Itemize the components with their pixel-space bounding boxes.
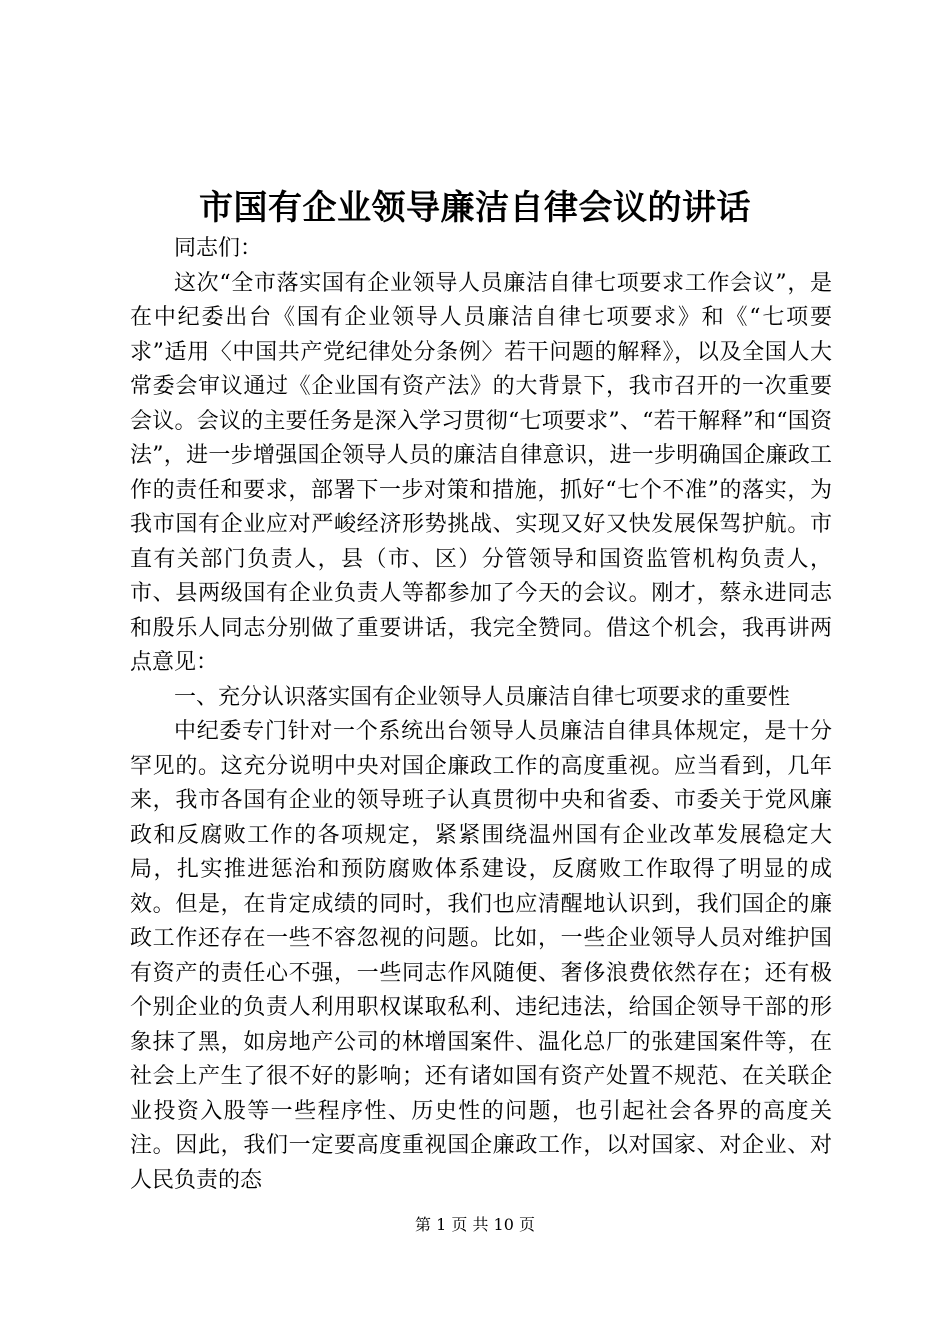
intro-paragraph: 这次“全市落实国有企业领导人员廉洁自律七项要求工作会议”，是在中纪委出台《国有企业领导人员廉洁自律七项要求》和《“七项要求”适用〈中国共产党纪律处分条例〉若干问题的解释》，以及全国人大常委会审议通过《企业国有资产法》的大背景下，我市召开的一次重要会议。会议的主要任务是深入学习贯彻“七项要求”、“若干解释”和“国资法”，进一步增强国企领导人员的廉洁自律意识，进一步明确国企廉政工作的责任和要求，部署下一步对策和措施，抓好“七个不准”的落实，为我市国有企业应对严峻经济形势挑战、实现又好又快发展保驾护航。市直有关部门负责人，县（市、区）分管领导和国资监管机构负责人，市、县两级国有企业负责人等都参加了今天的会议。刚才，蔡永进同志和殷乐人同志分别做了重要讲话，我完全赞同。借这个机会，我再讲两点意见： <box>130 270 832 675</box>
document-title: 市国有企业领导廉洁自律会议的讲话 <box>199 188 751 228</box>
salutation-paragraph: 同志们： <box>174 236 263 261</box>
body-paragraph: 中纪委专门针对一个系统出台领导人员廉洁自律具体规定，是十分罕见的。这充分说明中央对国企廉政工作的高度重视。应当看到，几年来，我市各国有企业的领导班子认真贯彻中央和省委、市委关于党风廉政和反腐败工作的各项规定，紧紧围绕温州国有企业改革发展稳定大局，扎实推进惩治和预防腐败体系建设，反腐败工作取得了明显的成效。但是，在肯定成绩的同时，我们也应清醒地认识到，我们国企的廉政工作还存在一些不容忽视的问题。比如，一些企业领导人员对维护国有资产的责任心不强，一些同志作风随便、奢侈浪费依然存在；还有极个别企业的负责人利用职权谋取私利、违纪违法，给国企领导干部的形象抹了黑，如房地产公司的林增国案件、温化总厂的张建国案件等，在社会上产生了很不好的影响；还有诸如国有资产处置不规范、在关联企业投资入股等一些程序性、历史性的问题，也引起社会各界的高度关注。因此，我们一定要高度重视国企廉政工作，以对国家、对企业、对人民负责的态 <box>130 719 832 1193</box>
page-number-footer: 第 1 页 共 10 页 <box>415 1215 535 1234</box>
document-body <box>130 232 832 1198</box>
section-heading-1: 一、充分认识落实国有企业领导人员廉洁自律七项要求的重要性 <box>174 684 791 710</box>
